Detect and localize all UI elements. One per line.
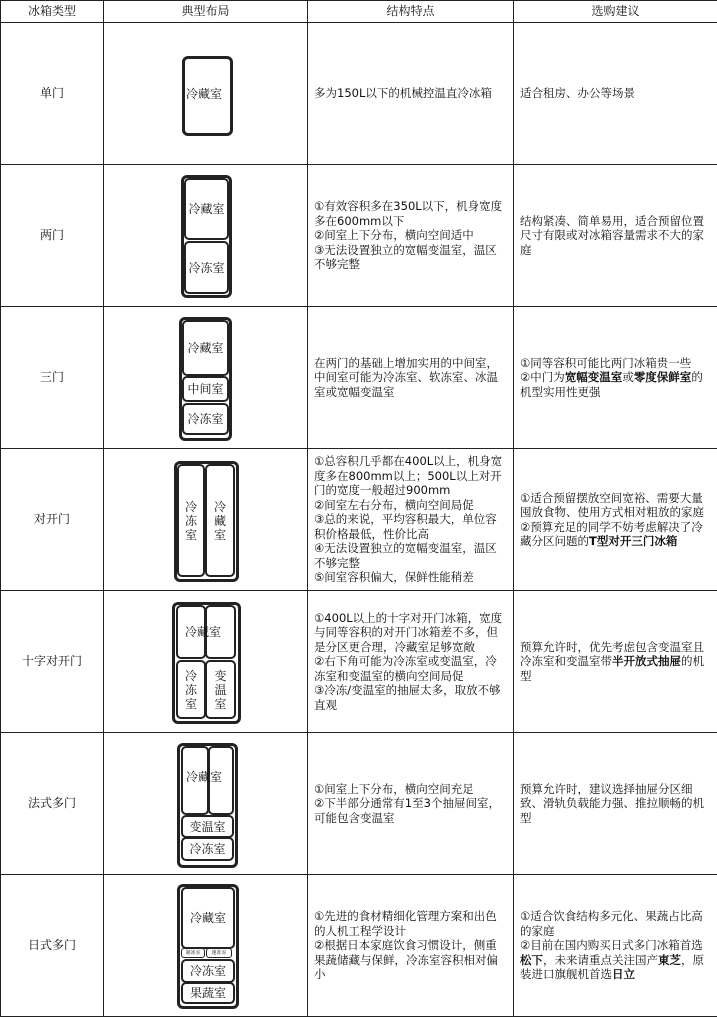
table-row (1, 733, 717, 875)
advice-emphasis: 日立 (612, 967, 635, 982)
features-cell (308, 591, 514, 733)
advice-cell (514, 165, 717, 307)
advice-content (520, 86, 712, 101)
advice-emphasis: T型对开三门冰箱 (589, 534, 678, 548)
advice-emphasis: 零度保鲜室 (633, 370, 692, 385)
fridge-layout-diagram (104, 23, 308, 165)
advice-emphasis: 東芝 (658, 952, 681, 967)
advice-content (520, 214, 712, 258)
feature-line: 多为150L以下的机械控温直冷冰箱 (314, 86, 492, 101)
advice-cell (514, 591, 717, 733)
compartment-right: 变 温 室 (205, 660, 236, 719)
table-row (1, 591, 717, 733)
fridge-layout-diagram (104, 875, 308, 1017)
fridge-type: 单门 (1, 23, 104, 165)
compartment-middle: 变温室 (181, 815, 234, 838)
advice-line (520, 491, 712, 520)
feature-line: ②右下角可能为冷冻室或变温室，冷冻室和变温室的横向空间局促 (314, 654, 497, 683)
fridge-type: 对开门 (1, 449, 104, 591)
feature-line: ②根据日本家庭饮食习惯设计，侧重果蔬储藏与保鲜，冷冻室容积相对偏小 (314, 938, 498, 982)
features-cell (308, 307, 514, 449)
feature-line: ②间室上下分布，横向空间适中 (314, 228, 474, 243)
header-type: 冰箱类型 (1, 1, 104, 23)
header-layout: 典型布局 (104, 1, 308, 23)
feature-line: ①400L以上的十字对开门冰箱，宽度与同等容积的对开门冰箱差不多，但是分区更合理，冷藏室足够宽敞 (314, 610, 503, 654)
advice-text: 或 (622, 370, 634, 385)
feature-line: ③总的来说，平均容积最大，单位容积价格最低，性价比高 (314, 512, 497, 541)
advice-line (520, 520, 712, 549)
advice-line (520, 356, 712, 371)
table-row (1, 307, 717, 449)
compartment-label: 冷藏室 (186, 87, 223, 101)
advice-text: 预算允许时，建议选择抽屉分区细致、滑轨负载能力强、推拉顺畅的机型 (520, 781, 704, 825)
feature-line: ③无法设置独立的宽幅变温室，温区不够完整 (314, 242, 497, 272)
features-cell (308, 875, 514, 1017)
fridge-type: 十字对开门 (1, 591, 104, 733)
advice-text: 的机型实用性更强 (520, 370, 703, 399)
feature-line: ④无法设置独立的宽幅变温室，温区不够完整 (314, 541, 497, 570)
advice-line (520, 640, 712, 684)
advice-line (520, 370, 712, 399)
compartment-top-label: 冷藏室 (185, 625, 222, 639)
advice-line (520, 782, 712, 826)
compartment-top: 冷藏室 (181, 887, 235, 949)
advice-content (520, 909, 712, 982)
table-row (1, 875, 717, 1017)
header-advice: 选购建议 (514, 1, 717, 23)
fridge-layout-diagram (104, 307, 308, 449)
advice-line (520, 214, 712, 258)
advice-text: 的机型 (520, 654, 704, 683)
compartment-bottom: 果蔬室 (181, 982, 235, 1004)
fridge-type: 三门 (1, 307, 104, 449)
table-row (1, 165, 717, 307)
advice-text: ①适合饮食结构多元化、果蔬占比高的家庭 (520, 909, 703, 938)
advice-emphasis: 松下 (520, 952, 543, 967)
advice-content (520, 782, 712, 826)
advice-content (520, 491, 712, 549)
advice-text: ②中门为 (520, 370, 565, 385)
feature-line: ①总容积几乎都在400L以上，机身宽度多在800mm以上；500L以上对开门的宽度一般超过900mm (314, 454, 503, 498)
feature-line: ②间室左右分布，横向空间局促 (314, 497, 474, 512)
compartment-left: 冷 冻 室 (177, 464, 205, 577)
compartment-bottom: 冷冻室 (181, 837, 234, 861)
compartment-small-left: 制冰室 (181, 948, 205, 958)
advice-text: ，未来请重点关注国产 (543, 952, 658, 967)
advice-line (520, 86, 712, 101)
advice-cell (514, 307, 717, 449)
fridge-layout-diagram (104, 449, 308, 591)
compartment-middle: 冷冻室 (181, 959, 235, 983)
features-cell (308, 165, 514, 307)
advice-text: 适合租房、办公等场景 (520, 86, 635, 101)
compartment-left: 冷 冻 室 (176, 660, 206, 719)
advice-line (520, 909, 712, 938)
advice-text: 预算允许时，优先考虑包含变温室且冷冻室和变温室带 (520, 639, 704, 669)
advice-content (520, 640, 712, 684)
compartment-bottom: 冷冻室 (184, 241, 229, 294)
advice-text: ②预算充足的同学不妨考虑解决了冷藏分区问题的 (520, 519, 703, 548)
fridge-layout-diagram (104, 165, 308, 307)
advice-emphasis: 宽幅变温室 (564, 370, 623, 385)
advice-cell (514, 23, 717, 165)
advice-text: ①同等容积可能比两门冰箱贵一些 (520, 355, 692, 370)
compartment-right: 冷 藏 室 (205, 464, 235, 577)
advice-text: 结构紧凑、简单易用，适合预留位置尺寸有限或对冰箱容量需求不大的家庭 (520, 213, 704, 257)
advice-content (520, 356, 712, 400)
features-cell (308, 733, 514, 875)
advice-text: ，原装进口旗舰机首选 (520, 952, 704, 982)
fridge-type: 法式多门 (1, 733, 104, 875)
features-cell (308, 23, 514, 165)
fridge-type: 日式多门 (1, 875, 104, 1017)
feature-line: ①间室上下分布，横向空间充足 (314, 781, 474, 796)
advice-cell (514, 449, 717, 591)
compartment-bottom: 冷冻室 (182, 403, 229, 435)
advice-line (520, 938, 712, 982)
feature-line: ①先进的食材精细化管理方案和出色的人机工程学设计 (314, 909, 497, 938)
feature-line: ③冷冻/变温室的抽屉太多，取放不够直观 (314, 683, 501, 712)
features-cell (308, 449, 514, 591)
fridge-layout-diagram (104, 733, 308, 875)
advice-emphasis: 半开放式抽屉 (612, 654, 681, 669)
feature-line: ⑤间室容积偏大，保鲜性能稍差 (314, 570, 474, 585)
compartment-top: 冷藏室 (184, 178, 229, 240)
fridge-type: 两门 (1, 165, 104, 307)
compartment-middle: 中间室 (182, 376, 229, 402)
compartment-small-right: 速冻室 (206, 948, 232, 958)
advice-cell (514, 875, 717, 1017)
compartment-top-label: 冷藏室 (186, 770, 223, 784)
advice-text: ②目前在国内购买日式多门冰箱首选 (520, 938, 703, 953)
advice-text: ①适合预留摆放空间宽裕、需要大量囤放食物、使用方式相对粗放的家庭 (520, 490, 704, 519)
feature-line: ②下半部分通常有1至3个抽屉间室，可能包含变温室 (314, 796, 500, 825)
feature-line: 在两门的基础上增加实用的中间室，中间室可能为冷冻室、软冻室、冰温室或宽幅变温室 (314, 355, 498, 399)
header-features: 结构特点 (308, 1, 514, 23)
fridge-layout-diagram (104, 591, 308, 733)
feature-line: ①有效容积多在350L以下，机身宽度多在600mm以下 (314, 199, 503, 228)
table-row (1, 449, 717, 591)
compartment-top: 冷藏室 (182, 320, 229, 376)
header-row (1, 1, 717, 23)
table-row (1, 23, 717, 165)
advice-cell (514, 733, 717, 875)
